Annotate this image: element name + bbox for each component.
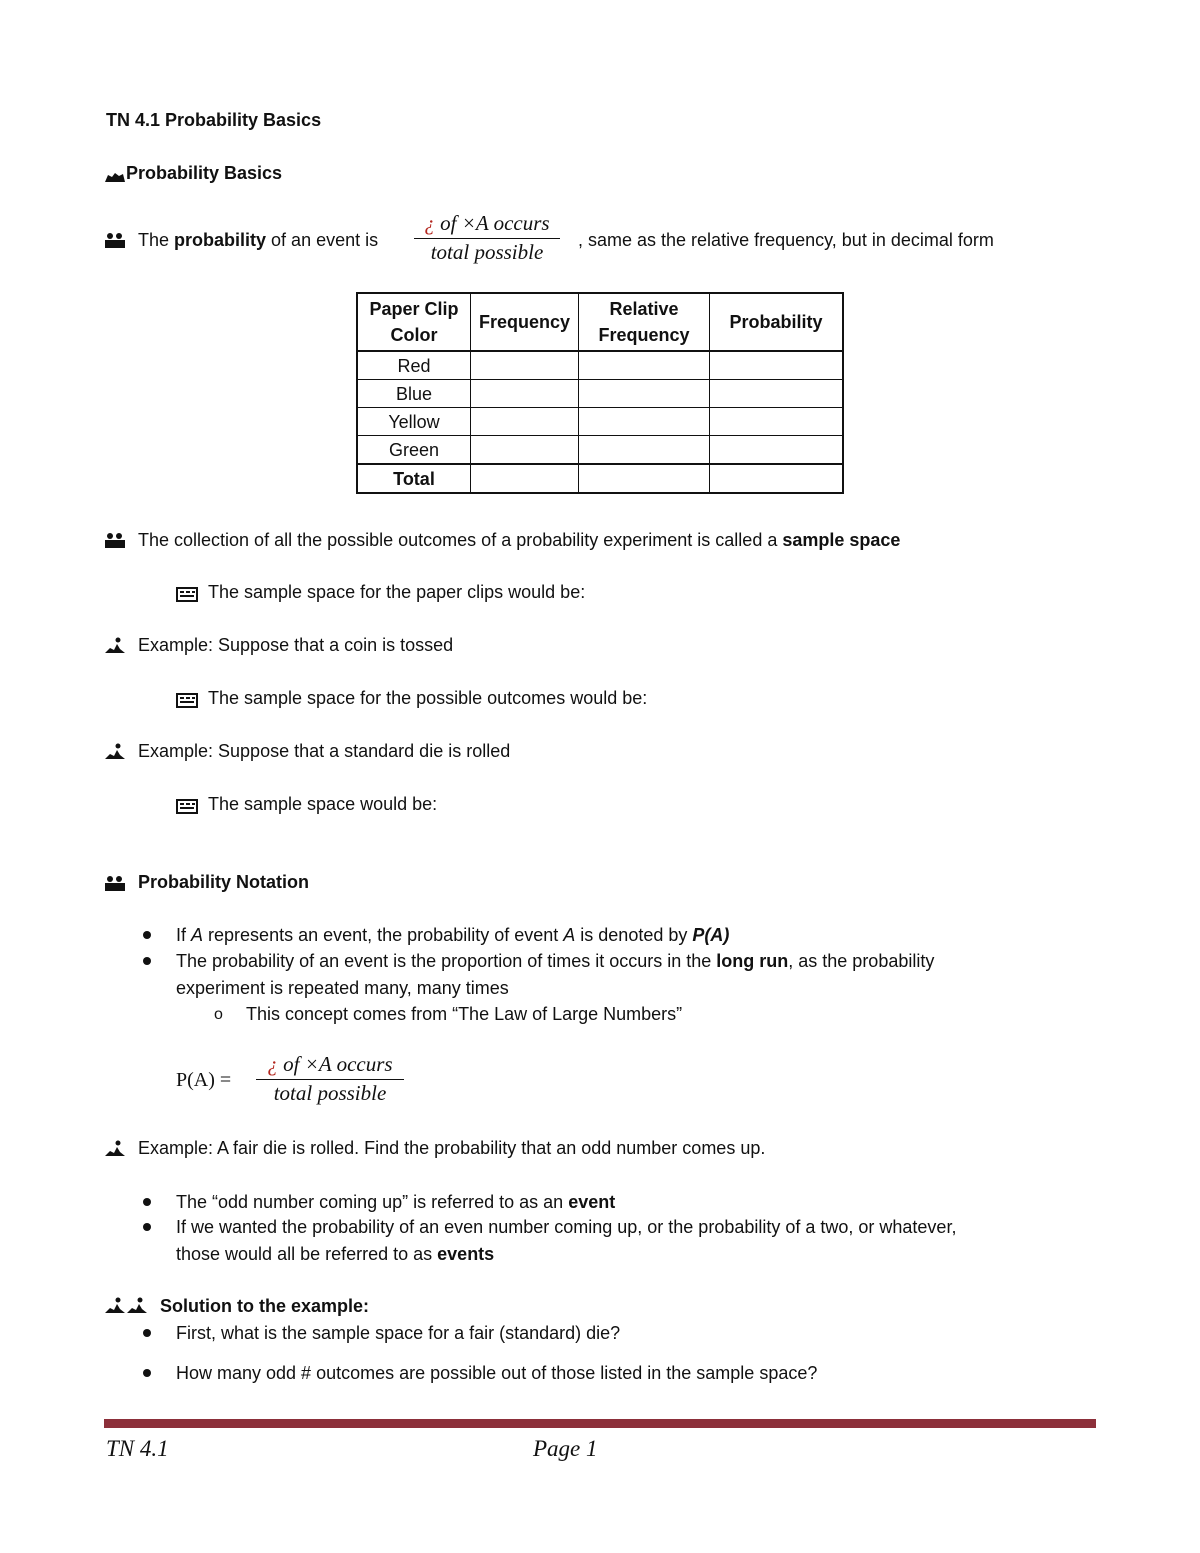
table-cell xyxy=(579,464,710,493)
section-heading: Probability Basics xyxy=(126,163,283,183)
footer-rule xyxy=(104,1419,1096,1428)
notation-bullet-2: The probability of an event is the proportion of times it occurs in the long run, as the probability xyxy=(176,951,935,971)
page-number: Page 1 xyxy=(533,1436,598,1461)
notation-heading: Probability Notation xyxy=(138,872,309,892)
odd-bullet-2: If we wanted the probability of an even number coming up, or the probability of a two, or whatever, xyxy=(176,1217,957,1237)
table-row xyxy=(357,408,843,436)
table-cell: Green xyxy=(357,436,471,465)
example-coin: Example: Suppose that a coin is tossed xyxy=(138,635,454,655)
person-icon xyxy=(104,1140,126,1158)
table-cell: Total xyxy=(357,464,471,493)
sample-space-paperclips: The sample space for the paper clips would be: xyxy=(208,582,586,602)
table-cell xyxy=(710,408,844,436)
fraction-numerator: of ×A occurs xyxy=(283,1052,393,1076)
two-workers-icon xyxy=(104,1297,148,1315)
table-header-row xyxy=(357,293,843,351)
fraction-denominator: total possible xyxy=(430,240,544,264)
table-header: Frequency xyxy=(471,293,579,351)
worker-icon xyxy=(176,796,198,814)
table-cell xyxy=(471,436,579,465)
table-cell xyxy=(579,408,710,436)
table-header: Probability xyxy=(710,293,844,351)
table-cell: Yellow xyxy=(357,408,471,436)
table-row xyxy=(357,380,843,408)
definition-text: The probability of an event is xyxy=(138,230,379,250)
sample-space-coin: The sample space for the possible outcomes would be: xyxy=(208,688,648,708)
table-cell: Red xyxy=(357,351,471,380)
bullet-icon xyxy=(143,931,151,939)
worker-icon xyxy=(176,584,198,602)
group-icon xyxy=(104,231,126,249)
table-cell xyxy=(710,436,844,465)
table-cell xyxy=(471,351,579,380)
table-header: Relative Frequency xyxy=(579,293,710,351)
person-icon xyxy=(104,743,126,761)
group-icon xyxy=(104,531,126,549)
table-cell xyxy=(710,380,844,408)
worker-icon xyxy=(176,690,198,708)
table-row xyxy=(357,351,843,380)
group-icon xyxy=(104,874,126,892)
table-cell: Blue xyxy=(357,380,471,408)
notation-bullet-1: If A represents an event, the probability of event A is denoted by P(A) xyxy=(176,925,730,945)
table-cell xyxy=(579,380,710,408)
fraction-glyph: ¿ xyxy=(267,1052,278,1076)
bullet-icon xyxy=(143,1369,151,1377)
bullet-icon xyxy=(143,1329,151,1337)
formula-fraction xyxy=(256,1052,404,1106)
odd-bullet-1: The “odd number coming up” is referred to as an event xyxy=(176,1192,616,1212)
notation-subpoint: This concept comes from “The Law of Large Numbers” xyxy=(246,1004,683,1024)
table-cell xyxy=(710,464,844,493)
sample-space-die: The sample space would be: xyxy=(208,794,438,814)
example-odd: Example: A fair die is rolled. Find the probability that an odd number comes up. xyxy=(138,1138,766,1158)
table-cell xyxy=(471,408,579,436)
table-cell xyxy=(710,351,844,380)
bullet-icon xyxy=(143,1223,151,1231)
table-cell xyxy=(471,464,579,493)
solution-heading: Solution to the example: xyxy=(160,1296,370,1316)
definition-suffix: , same as the relative frequency, but in decimal form xyxy=(578,230,994,250)
table-row xyxy=(357,436,843,465)
formula-lhs: P(A) = xyxy=(176,1069,232,1091)
bullet-icon xyxy=(143,957,151,965)
page-title: TN 4.1 Probability Basics xyxy=(106,110,322,130)
table-cell xyxy=(471,380,579,408)
hands-icon xyxy=(104,167,126,185)
bullet-icon xyxy=(143,1198,151,1206)
solution-bullet-2: How many odd # outcomes are possible out of those listed in the sample space? xyxy=(176,1363,818,1383)
frequency-table xyxy=(356,292,844,494)
sample-space-definition: The collection of all the possible outcomes of a probability experiment is called a sample space xyxy=(138,530,901,550)
footer-left: TN 4.1 xyxy=(106,1436,169,1461)
fraction-denominator: total possible xyxy=(273,1081,387,1105)
table-cell xyxy=(579,436,710,465)
table-header: Paper Clip Color xyxy=(357,293,471,351)
example-die: Example: Suppose that a standard die is rolled xyxy=(138,741,511,761)
solution-bullet-1: First, what is the sample space for a fair (standard) die? xyxy=(176,1323,621,1343)
table-row-total xyxy=(357,464,843,493)
table-cell xyxy=(579,351,710,380)
fraction-formula xyxy=(414,211,560,265)
odd-bullet-2-line2: those would all be referred to as events xyxy=(176,1244,495,1264)
person-icon xyxy=(104,637,126,655)
sub-bullet-marker: o xyxy=(214,1006,223,1023)
fraction-glyph: ¿ xyxy=(424,211,435,235)
fraction-numerator: of ×A occurs xyxy=(440,211,550,235)
notation-bullet-2-line2: experiment is repeated many, many times xyxy=(176,978,509,998)
